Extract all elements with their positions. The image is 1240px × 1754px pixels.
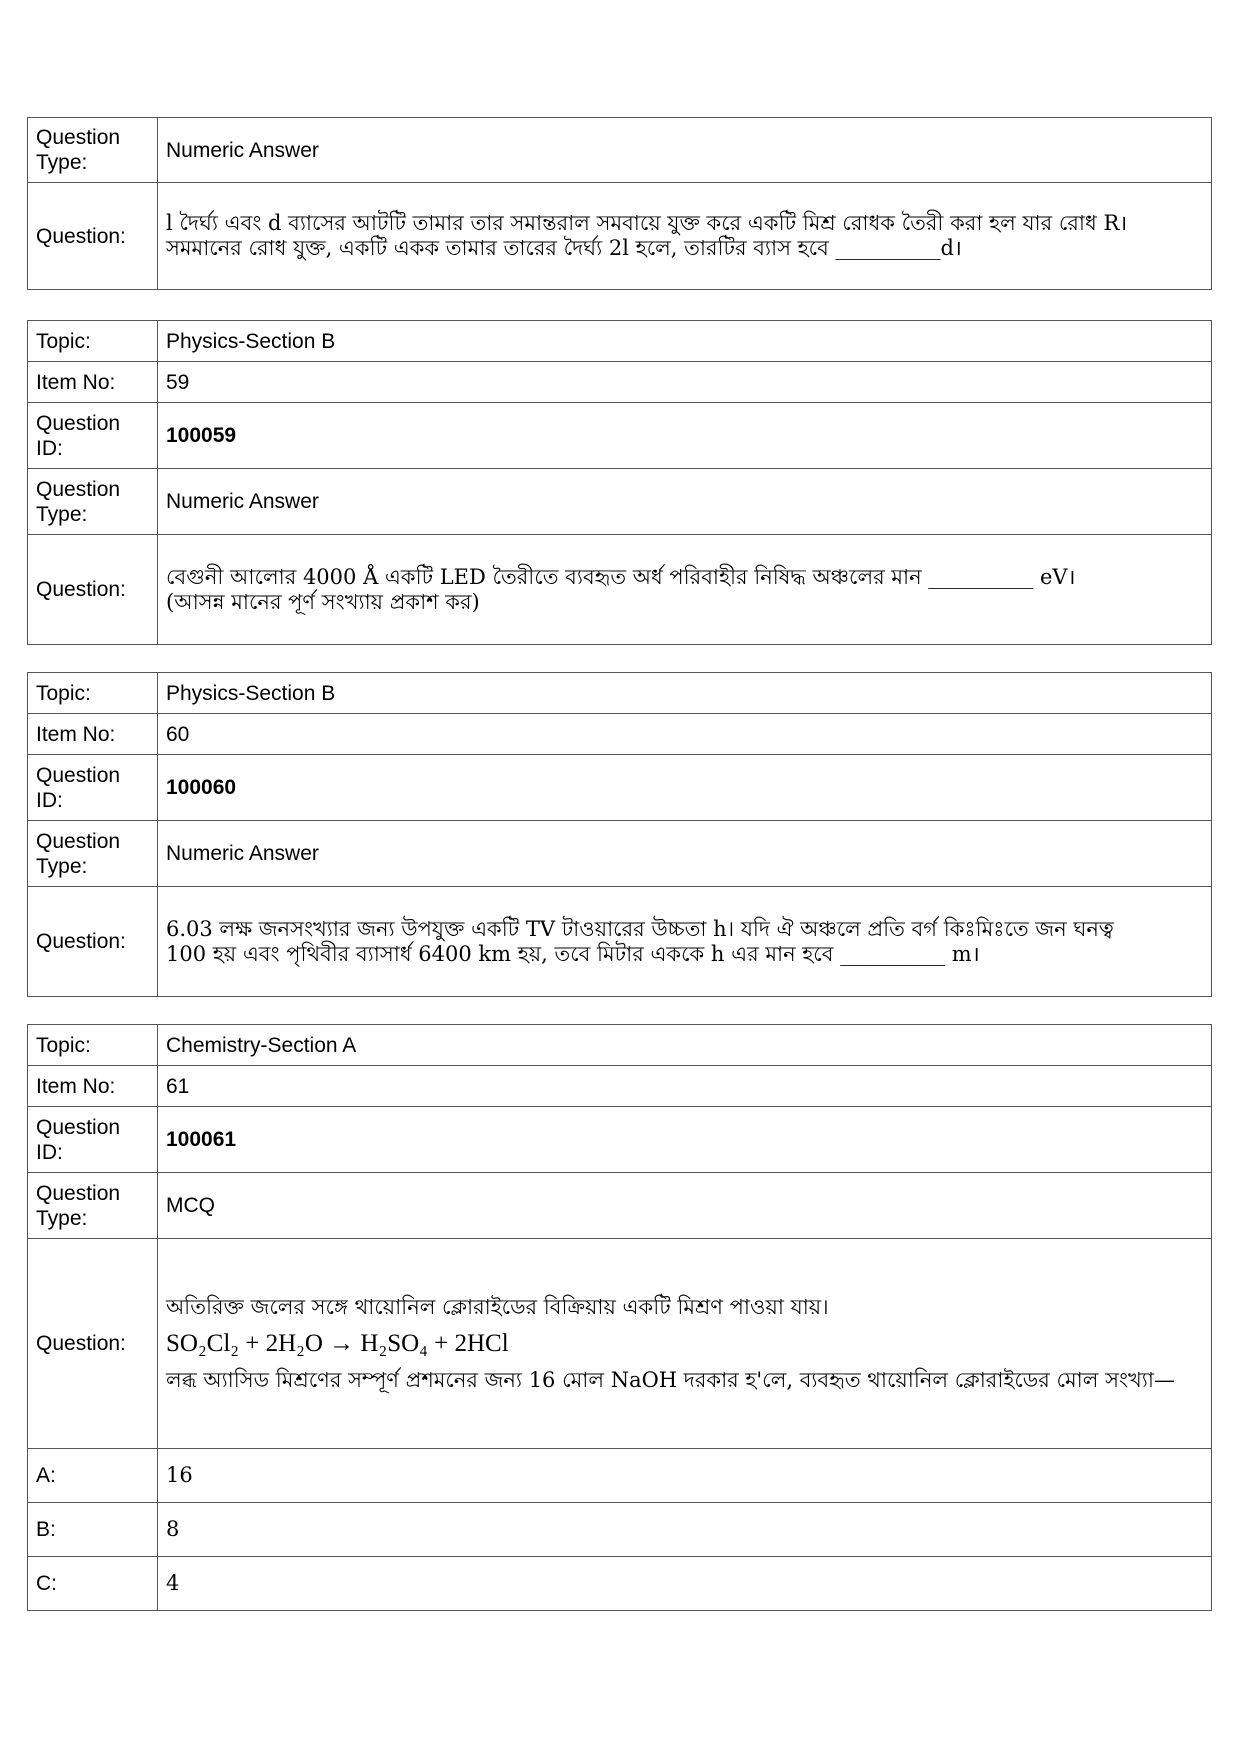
question-type-row [28,118,1212,183]
option-row-a [28,1449,1212,1503]
question-line: l দৈর্ঘ্য এবং d ব্যাসের আটটি তামার তার সমান্তরাল সমবায়ে যুক্ত করে একটি মিশ্র রোধক তৈরী করা হল যার রোধ R। [166,211,1128,235]
question-type-value: Numeric Answer [158,118,1212,183]
question-id-label: Question ID: [28,1107,158,1173]
question-id-value: 100059 [158,403,1212,469]
question-id-row [28,403,1212,469]
question-type-value: Numeric Answer [158,469,1212,535]
item-no-value: 59 [158,362,1212,403]
question-type-label: Question Type: [28,821,158,887]
question-text [158,1239,1212,1449]
question-line: (আসন্ন মানের পূর্ণ সংখ্যায় প্রকাশ কর) [166,589,480,614]
question-type-row [28,821,1212,887]
option-row-b [28,1503,1212,1557]
question-line: 100 হয় এবং পৃথিবীর ব্যাসার্ধ 6400 km হয়, তবে মিটার এককে h এর মান হবে __________ m। [166,941,980,966]
question-text [158,183,1212,290]
topic-label: Topic: [28,1025,158,1066]
question-block-100059 [27,320,1212,645]
question-text [158,535,1212,645]
question-row [28,1239,1212,1449]
question-block-100058-continued [27,117,1212,290]
option-b-label: B: [28,1503,158,1557]
question-line: বেগুনী আলোর 4000 Å একটি LED তৈরীতে ব্যবহৃত অর্ধ পরিবাহীর নিষিদ্ধ অঞ্চলের মান __________ eV। [166,564,1076,589]
topic-label: Topic: [28,321,158,362]
topic-value: Physics-Section B [158,673,1212,714]
topic-label: Topic: [28,673,158,714]
question-line: 6.03 লক্ষ জনসংখ্যার জন্য উপযুক্ত একটি TV টাওয়ারের উচ্চতা h। যদি ঐ অঞ্চলে প্রতি বর্গ কিঃমিঃতে জন ঘনত্ব [166,916,1114,941]
question-id-value: 100061 [158,1107,1212,1173]
question-label: Question: [28,535,158,645]
question-row [28,887,1212,997]
chemical-equation: SO₂Cl₂ + 2H₂O → H₂SO₄ + 2HCl [166,1329,509,1357]
question-type-label: Question Type: [28,469,158,535]
topic-row [28,673,1212,714]
question-label: Question: [28,183,158,290]
option-row-c [28,1557,1212,1611]
option-b-value: 8 [158,1503,1212,1557]
item-no-row [28,1066,1212,1107]
question-id-label: Question ID: [28,755,158,821]
question-block-100060 [27,672,1212,997]
question-id-row [28,1107,1212,1173]
question-id-label: Question ID: [28,403,158,469]
topic-row [28,1025,1212,1066]
option-a-value: 16 [158,1449,1212,1503]
question-row [28,183,1212,290]
item-no-label: Item No: [28,362,158,403]
item-no-label: Item No: [28,1066,158,1107]
item-no-value: 61 [158,1066,1212,1107]
question-label: Question: [28,1239,158,1449]
question-type-value: Numeric Answer [158,821,1212,887]
question-label: Question: [28,887,158,997]
item-no-label: Item No: [28,714,158,755]
question-line: অতিরিক্ত জলের সঙ্গে থায়োনিল ক্লোরাইডের বিক্রিয়ায় একটি মিশ্রণ পাওয়া যায়। [166,1294,829,1319]
question-type-row [28,469,1212,535]
topic-row [28,321,1212,362]
option-a-label: A: [28,1449,158,1503]
question-line: সমমানের রোধ যুক্ত, একটি একক তামার তারের দৈর্ঘ্য 2l হলে, তারটির ব্যাস হবে __________d। [166,236,962,260]
question-type-row [28,1173,1212,1239]
option-c-label: C: [28,1557,158,1611]
question-type-value: MCQ [158,1173,1212,1239]
question-text [158,887,1212,997]
question-type-label: Question Type: [28,1173,158,1239]
question-row [28,535,1212,645]
question-id-value: 100060 [158,755,1212,821]
question-type-label: Question Type: [28,118,158,183]
question-block-100061 [27,1024,1212,1611]
option-c-value: 4 [158,1557,1212,1611]
topic-value: Physics-Section B [158,321,1212,362]
question-line: লব্ধ অ্যাসিড মিশ্রণের সম্পূর্ণ প্রশমনের জন্য 16 মোল NaOH দরকার হ'লে, ব্যবহৃত থায়োনিল ক্লোরাইডের মোল সংখ্যা— [166,1367,1175,1392]
item-no-row [28,362,1212,403]
question-id-row [28,755,1212,821]
item-no-row [28,714,1212,755]
topic-value: Chemistry-Section A [158,1025,1212,1066]
item-no-value: 60 [158,714,1212,755]
